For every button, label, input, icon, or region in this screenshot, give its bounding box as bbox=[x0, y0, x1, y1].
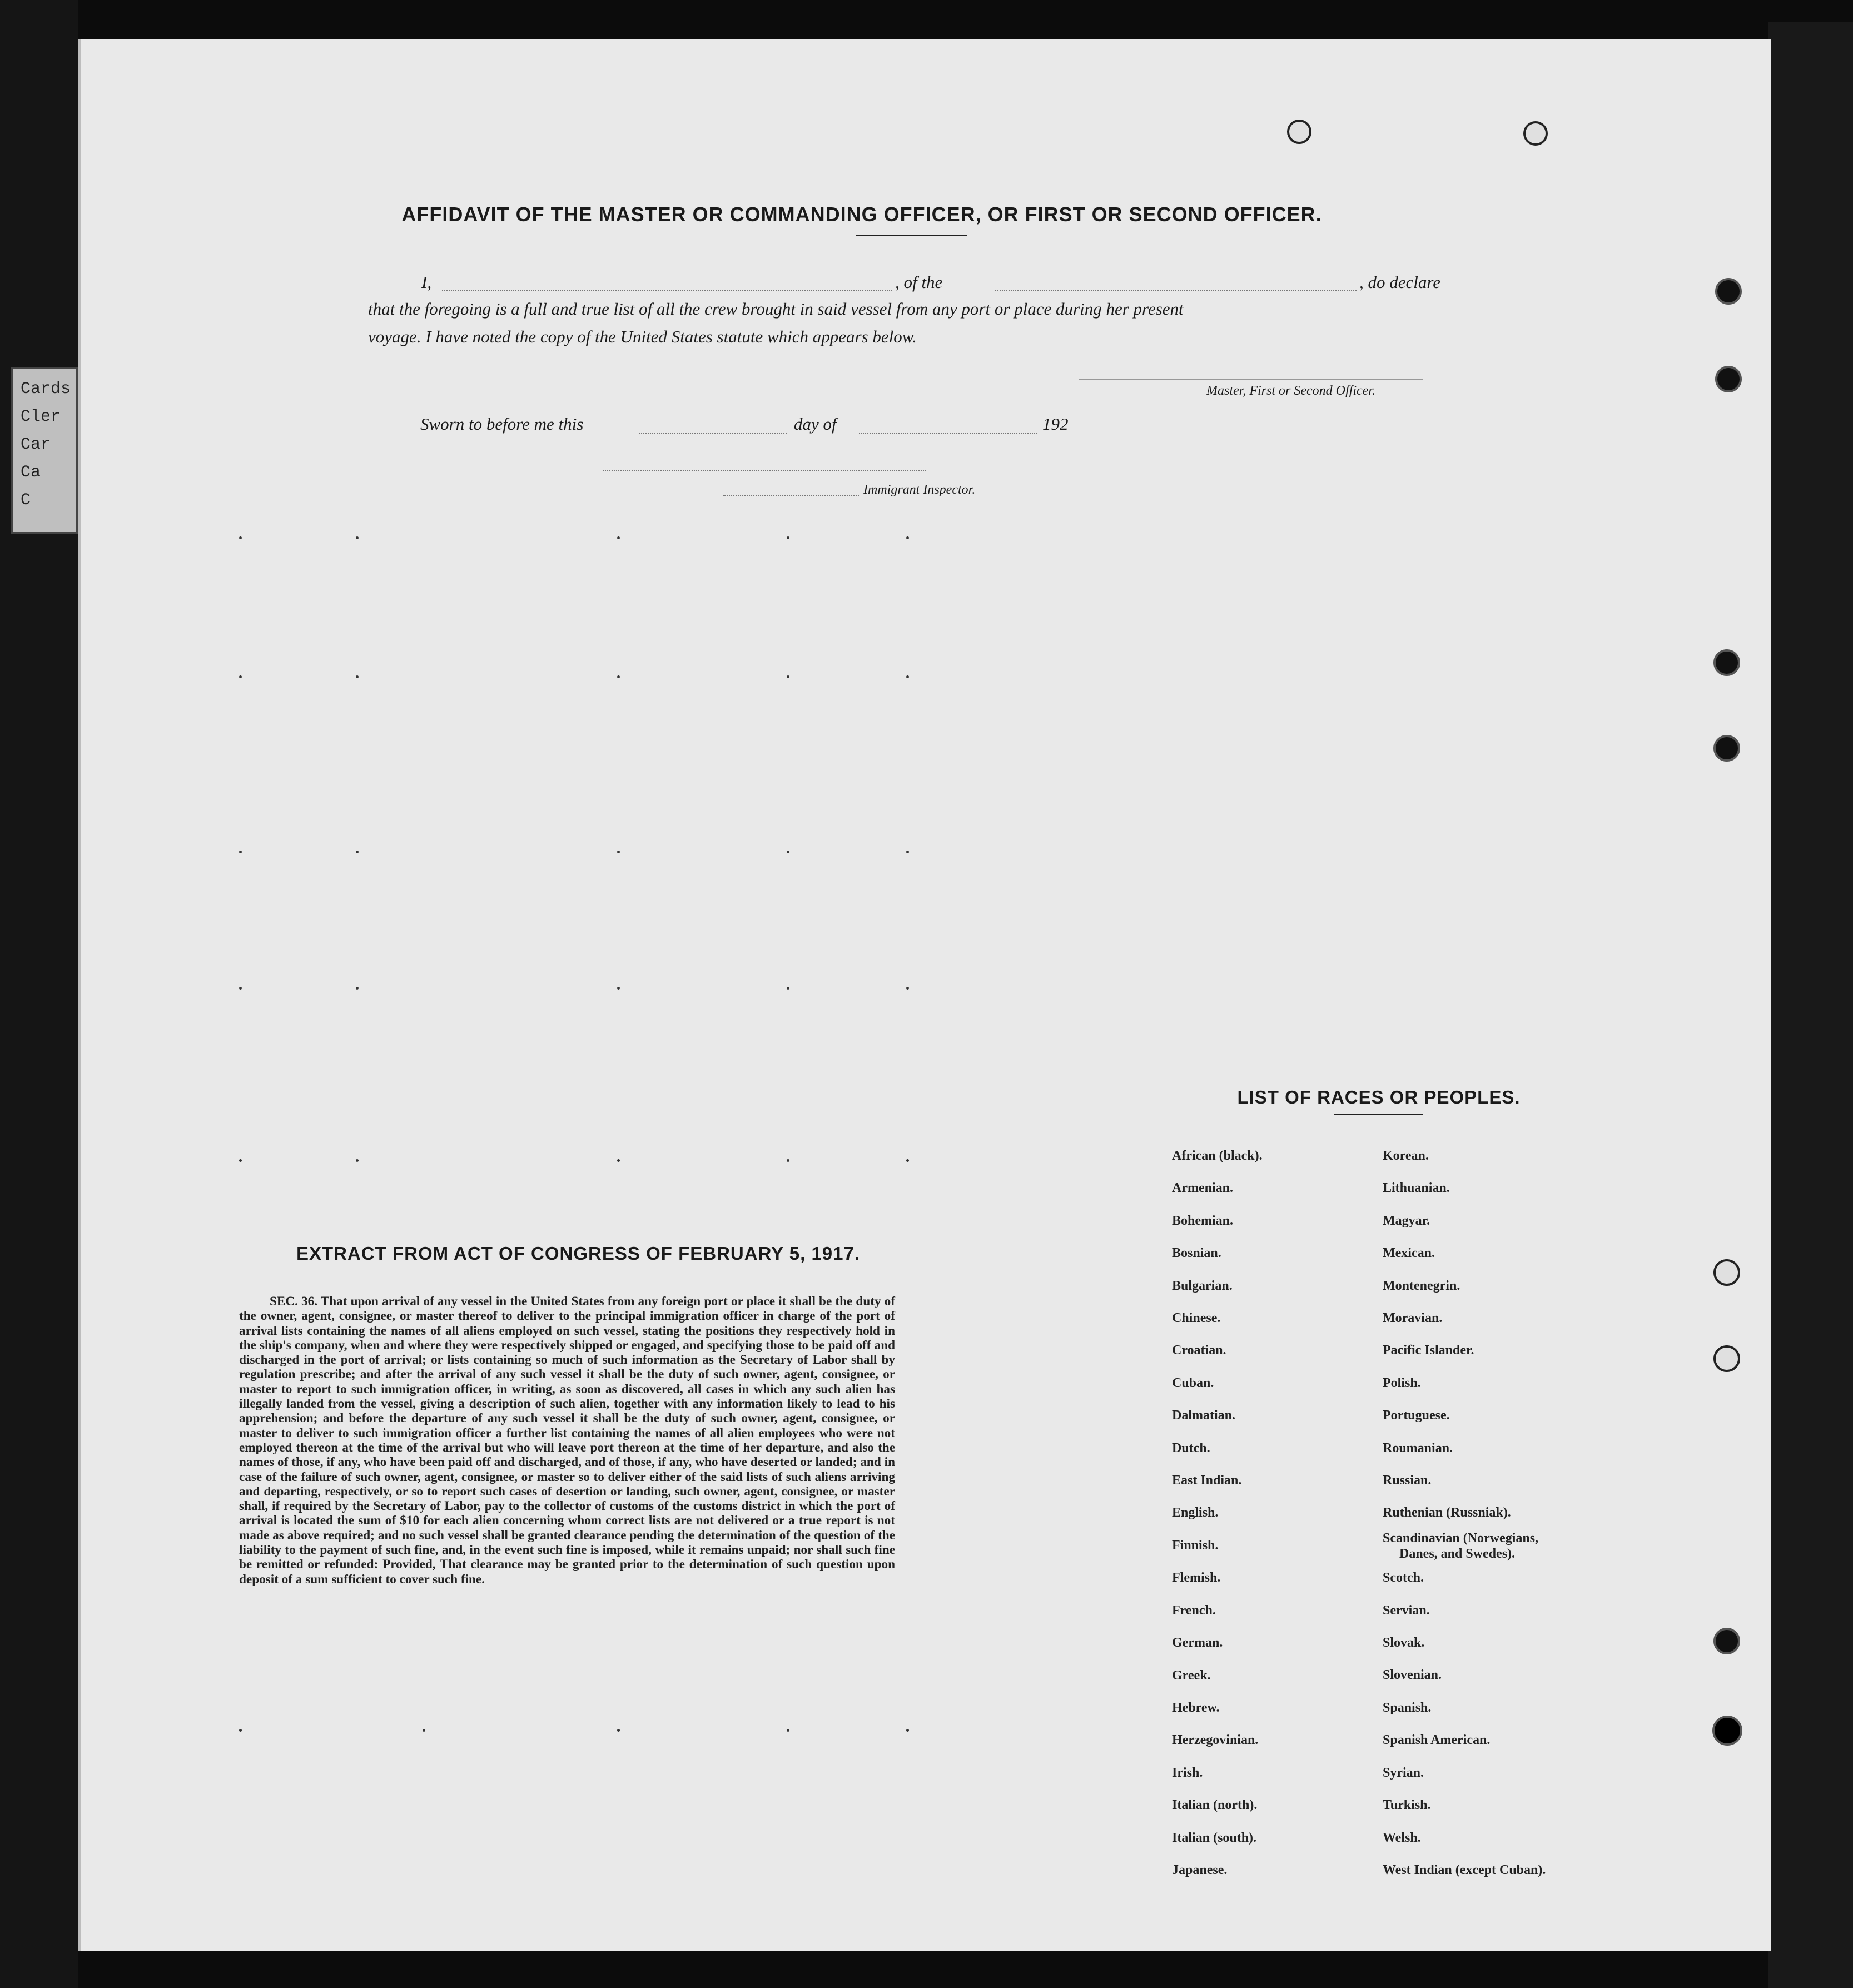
sworn-label: Sworn to before me this bbox=[420, 414, 584, 434]
ghost-dot bbox=[787, 536, 789, 539]
ghost-dot bbox=[356, 1159, 359, 1162]
ghost-dot bbox=[617, 851, 620, 853]
race-item: German. bbox=[1172, 1636, 1223, 1651]
punch-hole bbox=[1523, 121, 1548, 146]
race-item: Italian (south). bbox=[1172, 1830, 1257, 1845]
race-item: Spanish American. bbox=[1383, 1733, 1491, 1748]
ghost-dot bbox=[617, 1729, 620, 1732]
inspector-line-upper bbox=[603, 470, 926, 471]
race-item: Chinese. bbox=[1172, 1311, 1221, 1326]
year-prefix: 192 bbox=[1042, 414, 1069, 434]
race-item: East Indian. bbox=[1172, 1473, 1242, 1488]
ghost-dot bbox=[906, 536, 909, 539]
inspector-label: Immigrant Inspector. bbox=[863, 483, 976, 497]
race-item: Armenian. bbox=[1172, 1181, 1233, 1196]
ghost-dot bbox=[239, 1729, 242, 1732]
ghost-dot bbox=[906, 1729, 909, 1732]
race-item: French. bbox=[1172, 1603, 1216, 1618]
inspector-line bbox=[723, 495, 859, 496]
sworn-month-blank bbox=[859, 433, 1037, 434]
race-item: Welsh. bbox=[1383, 1830, 1421, 1845]
affidavit-i-label: I, bbox=[421, 272, 432, 292]
affidavit-line-3: voyage. I have noted the copy of the United States statute which appears below. bbox=[368, 327, 917, 346]
races-list-title: LIST OF RACES OR PEOPLES. bbox=[1237, 1087, 1521, 1107]
ghost-dot bbox=[787, 987, 789, 990]
ghost-dot bbox=[787, 1729, 789, 1732]
race-item: Hebrew. bbox=[1172, 1700, 1220, 1715]
ghost-dot bbox=[906, 675, 909, 678]
vessel-blank bbox=[995, 290, 1357, 291]
side-tab-line: Cards bbox=[21, 380, 71, 399]
affidavit-line-2: that the foregoing is a full and true list of all the crew brought in said vessel from any port or place during her present bbox=[368, 299, 1184, 319]
ghost-dot bbox=[617, 536, 620, 539]
affidavit-title: AFFIDAVIT OF THE MASTER OR COMMANDING OFFICER, OR FIRST OR SECOND OFFICER. bbox=[401, 203, 1322, 226]
ghost-dot bbox=[356, 851, 359, 853]
race-item: Finnish. bbox=[1172, 1538, 1219, 1553]
ghost-dot bbox=[787, 675, 789, 678]
of-the-label: , of the bbox=[895, 272, 943, 292]
ghost-dot bbox=[787, 851, 789, 853]
race-item: English. bbox=[1172, 1505, 1219, 1520]
ghost-dot bbox=[239, 1159, 242, 1162]
race-item: Dutch. bbox=[1172, 1440, 1210, 1455]
day-of-label: day of bbox=[794, 414, 837, 434]
race-item: Polish. bbox=[1383, 1375, 1421, 1390]
race-item: Herzegovinian. bbox=[1172, 1733, 1259, 1748]
punch-hole bbox=[1713, 735, 1740, 762]
ghost-dot bbox=[239, 675, 242, 678]
side-tab-line: C bbox=[21, 491, 31, 510]
side-tab-line: Cler bbox=[21, 407, 61, 426]
race-item: Pacific Islander. bbox=[1383, 1343, 1474, 1358]
race-item: Spanish. bbox=[1383, 1700, 1432, 1715]
side-index-tab bbox=[11, 367, 78, 534]
race-item: Korean. bbox=[1383, 1149, 1429, 1163]
right-dark-margin bbox=[1768, 22, 1853, 1988]
race-item: Servian. bbox=[1383, 1603, 1430, 1618]
name-blank bbox=[442, 290, 892, 291]
races-title-rule bbox=[1334, 1114, 1423, 1115]
punch-hole bbox=[1287, 120, 1311, 144]
affidavit-title-rule bbox=[856, 235, 967, 236]
race-item: Portuguese. bbox=[1383, 1408, 1450, 1423]
race-item: Flemish. bbox=[1172, 1570, 1221, 1586]
ghost-dot bbox=[906, 1159, 909, 1162]
ghost-dot bbox=[239, 851, 242, 853]
race-item: Bosnian. bbox=[1172, 1246, 1221, 1261]
punch-hole bbox=[1713, 649, 1740, 676]
races-left-column bbox=[1172, 1140, 1263, 1886]
ghost-dot bbox=[617, 675, 620, 678]
race-item: Montenegrin. bbox=[1383, 1278, 1460, 1293]
race-item: Russian. bbox=[1383, 1473, 1432, 1488]
race-item: Turkish. bbox=[1383, 1798, 1431, 1813]
ghost-dot bbox=[906, 987, 909, 990]
side-tab-line: Car bbox=[21, 435, 51, 454]
race-item: Irish. bbox=[1172, 1765, 1203, 1780]
race-item: Cuban. bbox=[1172, 1375, 1214, 1390]
ghost-dot bbox=[356, 675, 359, 678]
ghost-dot bbox=[787, 1159, 789, 1162]
punch-hole bbox=[1713, 1628, 1740, 1654]
punch-hole bbox=[1712, 1716, 1742, 1746]
race-item: Greek. bbox=[1172, 1668, 1211, 1683]
ghost-dot bbox=[356, 987, 359, 990]
punch-hole bbox=[1713, 1259, 1740, 1286]
race-item: Scandinavian (Norwegians, Danes, and Swedes). bbox=[1383, 1530, 1539, 1561]
races-right-column bbox=[1383, 1140, 1546, 1886]
ghost-dot bbox=[423, 1729, 425, 1732]
race-item: Lithuanian. bbox=[1383, 1181, 1450, 1196]
race-item: Roumanian. bbox=[1383, 1440, 1453, 1455]
extract-body: SEC. 36. That upon arrival of any vessel in the United States from any foreign port or place it shall be the duty of the owner, agent, consignee, or master thereof to deliver to the principal immigration officer in charge of the port of arrival lists containing the names of all aliens employed on such vessel, stating the positions they respectively hold in the ship's company, when and where they were respectively shipped or engaged, and specifying those to be paid off and discharged in the port of arrival; or lists containing so much of such information as the Secretary of Labor shall by regulation prescribe; and after the arrival of any such vessel it shall be the duty of such owner, agent, consignee, or master to report to such immigration officer, in writing, as soon as discovered, all cases in which any such alien has illegally landed from the vessel, giving a description of such alien, together with any information likely to lead to his apprehension; and before the departure of any such vessel it shall be the duty of such owner, agent, consignee, or master to deliver to such immigration officer a further list containing the names of all alien employees who were not employed thereon at the time of the arrival but who will leave port thereon at the time of her departure, and also the names of those, if any, who have been paid off and discharged, and of those, if any, who have deserted or landed; and in case of the failure of such owner, agent, consignee, or master so to deliver either of the said lists of such aliens arriving and departing, respectively, or so to report such cases of desertion or landing, such owner, agent, consignee, or master shall, if required by the Secretary of Labor, pay to the collector of customs of the customs district in which the port of arrival is located the sum of $10 for each alien concerning whom correct lists are not delivered or a true report is not made as above required; and no such vessel shall be granted clearance pending the determination of the question of the liability to the payment of such fine, and, in the event such fine is imposed, while it remains unpaid; nor shall such fine be remitted or refunded: Provided, That clearance may be granted prior to the determination of such question upon deposit of a sum sufficient to cover such fine. bbox=[239, 1294, 895, 1587]
sworn-day-blank bbox=[639, 433, 787, 434]
race-item: Bohemian. bbox=[1172, 1213, 1234, 1228]
punch-hole bbox=[1715, 278, 1742, 305]
ghost-dot bbox=[239, 536, 242, 539]
race-item: Slovenian. bbox=[1383, 1668, 1442, 1683]
race-item: Italian (north). bbox=[1172, 1798, 1258, 1813]
ghost-dot bbox=[239, 987, 242, 990]
side-tab-line: Ca bbox=[21, 463, 41, 482]
race-item: Mexican. bbox=[1383, 1246, 1435, 1261]
race-item: Scotch. bbox=[1383, 1570, 1424, 1586]
punch-hole bbox=[1713, 1345, 1740, 1372]
race-item: Syrian. bbox=[1383, 1765, 1424, 1780]
extract-title: EXTRACT FROM ACT OF CONGRESS OF FEBRUARY 5, 1917. bbox=[296, 1243, 861, 1264]
race-item: Magyar. bbox=[1383, 1213, 1430, 1228]
race-item: Croatian. bbox=[1172, 1343, 1226, 1358]
ghost-dot bbox=[356, 536, 359, 539]
race-item: Bulgarian. bbox=[1172, 1278, 1233, 1293]
master-signature-line bbox=[1079, 379, 1423, 380]
master-label: Master, First or Second Officer. bbox=[1206, 384, 1375, 398]
race-item: African (black). bbox=[1172, 1149, 1263, 1163]
race-item: Slovak. bbox=[1383, 1636, 1425, 1651]
punch-hole bbox=[1715, 366, 1742, 392]
left-dark-margin bbox=[0, 0, 78, 1988]
race-item: Japanese. bbox=[1172, 1862, 1228, 1877]
race-item: Ruthenian (Russniak). bbox=[1383, 1505, 1511, 1520]
ghost-dot bbox=[617, 987, 620, 990]
ghost-dot bbox=[906, 851, 909, 853]
race-item: Moravian. bbox=[1383, 1311, 1443, 1326]
ghost-dot bbox=[617, 1159, 620, 1162]
race-item: Dalmatian. bbox=[1172, 1408, 1235, 1423]
race-item: West Indian (except Cuban). bbox=[1383, 1862, 1546, 1877]
do-declare-label: , do declare bbox=[1359, 272, 1441, 292]
